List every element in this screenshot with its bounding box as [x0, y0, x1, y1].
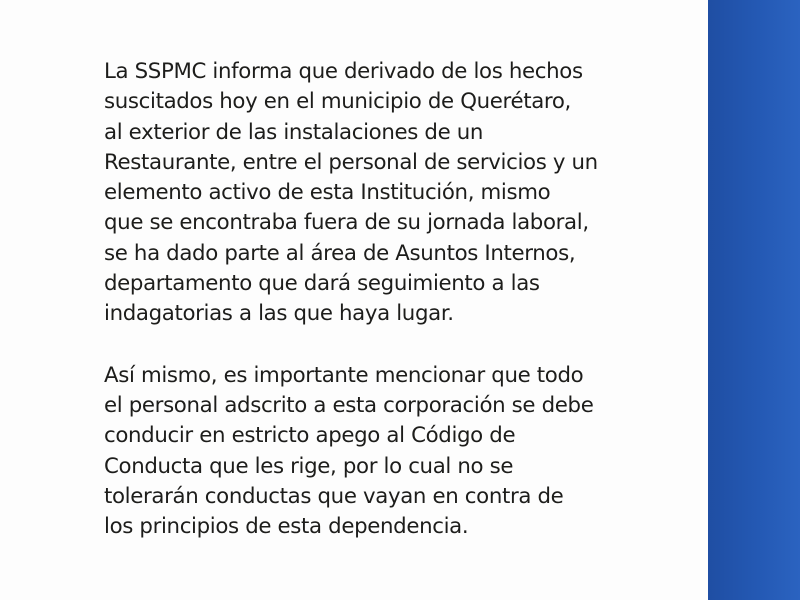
paragraph-1-line-3: al exterior de las instalaciones de un: [104, 119, 484, 145]
paragraph-2-line-3: conducir en estricto apego al Código de: [104, 423, 516, 449]
statement-paragraph-1: [104, 57, 694, 330]
paragraph-1-line-4: Restaurante, entre el personal de servicios y un: [104, 149, 598, 175]
paragraph-1-line-8: departamento que dará seguimiento a las: [104, 271, 540, 297]
paragraph-2-line-1: Así mismo, es importante mencionar que todo: [104, 362, 584, 388]
paragraph-1-line-7: se ha dado parte al área de Asuntos Internos,: [104, 240, 576, 266]
blue-side-bar: [708, 0, 800, 600]
paragraph-2-line-5: tolerarán conductas que vayan en contra de: [104, 483, 564, 509]
paragraph-2-line-4: Conducta que les rige, por lo cual no se: [104, 453, 514, 479]
paragraph-2-line-2: el personal adscrito a esta corporación se debe: [104, 392, 594, 418]
paragraph-1-line-9: indagatorias a las que haya lugar.: [104, 301, 454, 327]
paragraph-1-line-6: que se encontraba fuera de su jornada laboral,: [104, 210, 589, 236]
statement-paragraph-2: [104, 361, 694, 543]
paragraph-1-line-1: La SSPMC informa que derivado de los hechos: [104, 59, 583, 84]
statement-text: [104, 57, 694, 542]
paragraph-1-line-5: elemento activo de esta Institución, mismo: [104, 180, 551, 206]
paragraph-2-line-6: los principios de esta dependencia.: [104, 514, 469, 540]
paragraph-1-line-2: suscitados hoy en el municipio de Querétaro,: [104, 89, 571, 115]
